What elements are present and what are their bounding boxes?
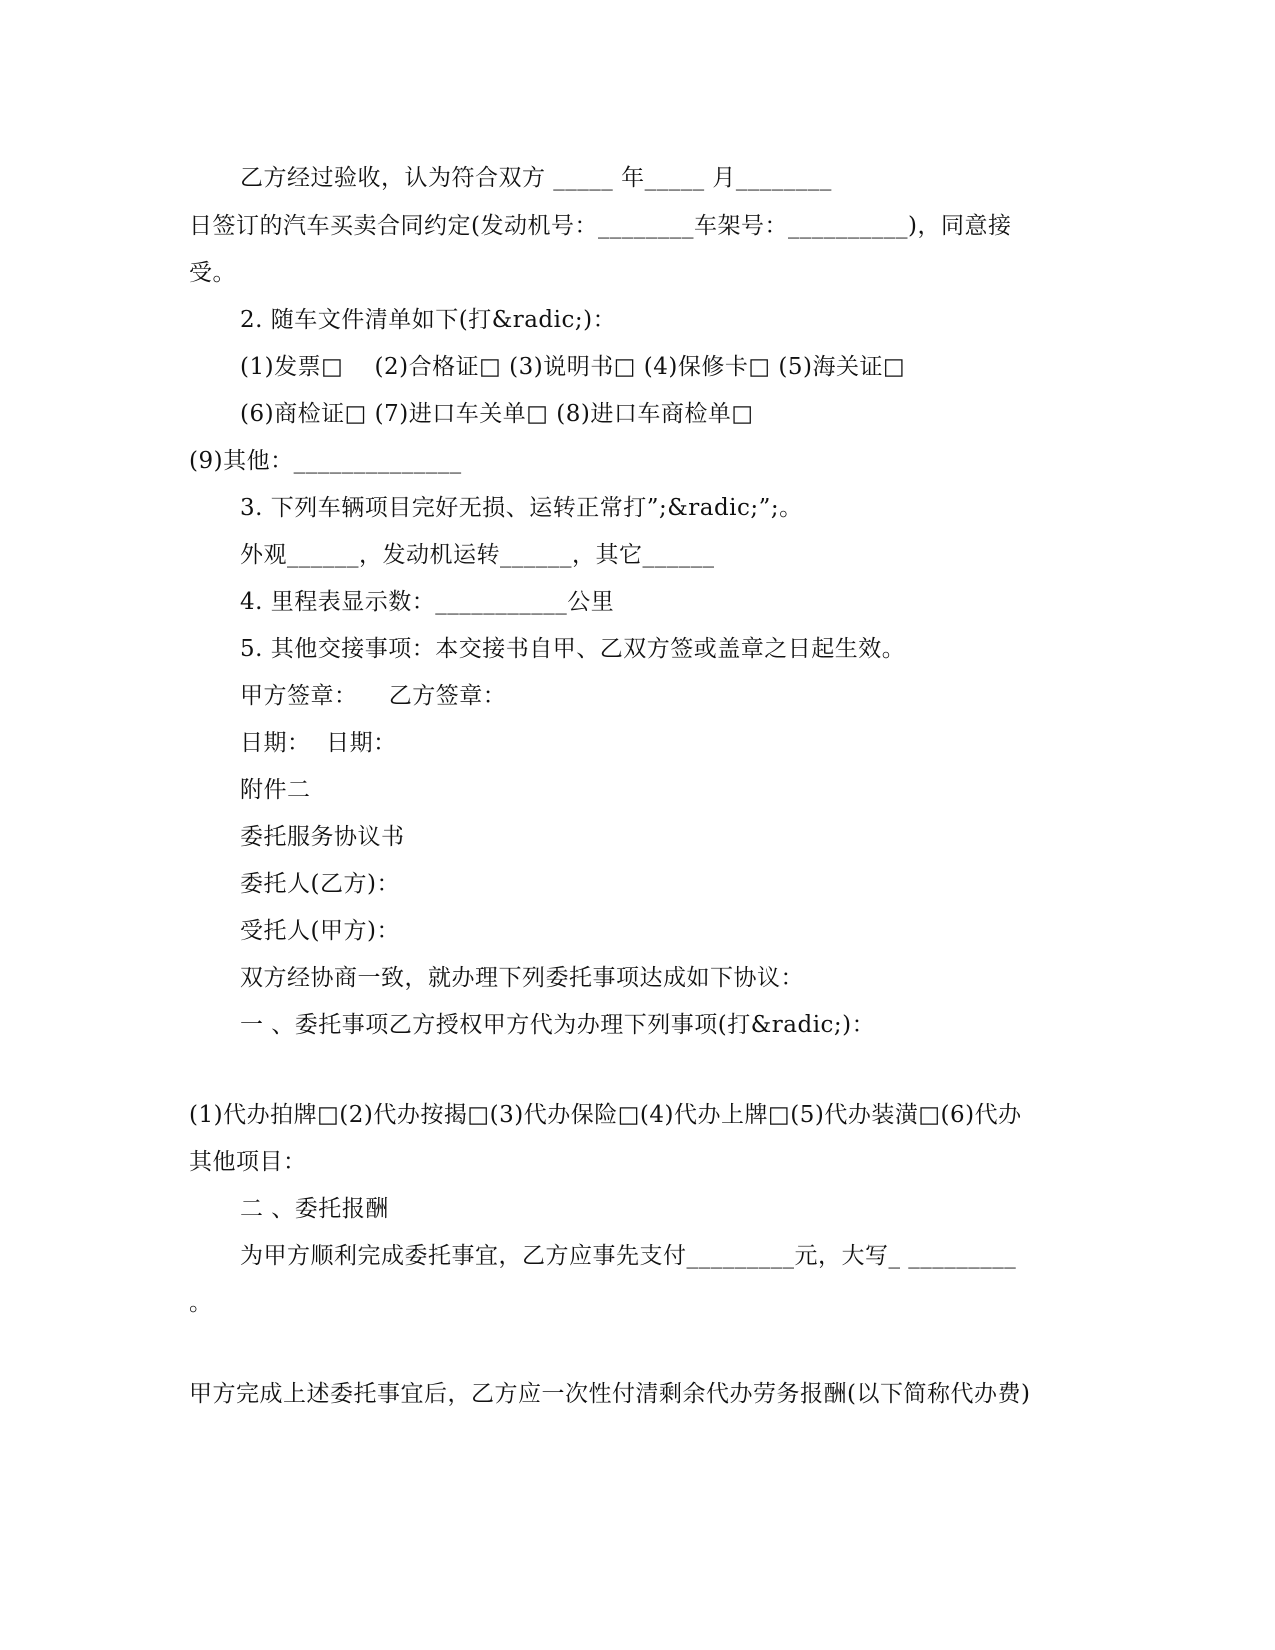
remaining-fee-line: 甲方完成上述委托事宜后，乙方应一次性付清剩余代办劳务报酬(以下简称代办费) bbox=[189, 1381, 1031, 1407]
entrusted-items-line-1: (1)代办拍牌□(2)代办按揭□(3)代办保险□(4)代办上牌□(5)代办装潢□(6)代办 bbox=[189, 1102, 1022, 1128]
agreement-title: 委托服务协议书 bbox=[240, 824, 405, 850]
date-line: 日期： 日期： bbox=[240, 730, 397, 756]
signature-line: 甲方签章： 乙方签章： bbox=[240, 683, 507, 709]
acceptance-paragraph-line-1: 乙方经过验收，认为符合双方 _____ 年_____ 月________ bbox=[240, 165, 832, 191]
item-4-odometer: 4. 里程表显示数：___________公里 bbox=[240, 589, 615, 615]
acceptance-paragraph-line-3: 受。 bbox=[189, 260, 236, 286]
document-checklist-row-3: (9)其他：______________ bbox=[189, 448, 462, 474]
acceptance-paragraph-line-2: 日签订的汽车买卖合同约定(发动机号：________车架号：__________)，同意接 bbox=[189, 213, 1012, 239]
vehicle-condition-line: 外观______，发动机运转______，其它______ bbox=[240, 542, 715, 568]
attachment-heading: 附件二 bbox=[240, 777, 311, 803]
section-1-heading: 一 、委托事项乙方授权甲方代为办理下列事项(打&radic;)： bbox=[240, 1012, 876, 1038]
advance-payment-line: 为甲方顺利完成委托事宜，乙方应事先支付_________元，大写_ _________ bbox=[240, 1243, 1017, 1269]
document-checklist-row-1: (1)发票□ (2)合格证□ (3)说明书□ (4)保修卡□ (5)海关证□ bbox=[240, 354, 906, 380]
item-5-other-matters: 5. 其他交接事项：本交接书自甲、乙双方签或盖章之日起生效。 bbox=[240, 636, 906, 662]
principal-line: 委托人(乙方)： bbox=[240, 871, 400, 897]
item-2-heading: 2. 随车文件清单如下(打&radic;)： bbox=[240, 307, 617, 333]
agreement-intro: 双方经协商一致，就办理下列委托事项达成如下协议： bbox=[240, 965, 804, 991]
advance-payment-end: 。 bbox=[189, 1290, 213, 1316]
section-2-heading: 二 、委托报酬 bbox=[240, 1196, 389, 1222]
agent-line: 受托人(甲方)： bbox=[240, 918, 400, 944]
entrusted-items-line-2: 其他项目： bbox=[189, 1149, 307, 1175]
document-checklist-row-2: (6)商检证□ (7)进口车关单□ (8)进口车商检单□ bbox=[240, 401, 754, 427]
item-3-heading: 3. 下列车辆项目完好无损、运转正常打”;&radic;”;。 bbox=[240, 495, 803, 521]
